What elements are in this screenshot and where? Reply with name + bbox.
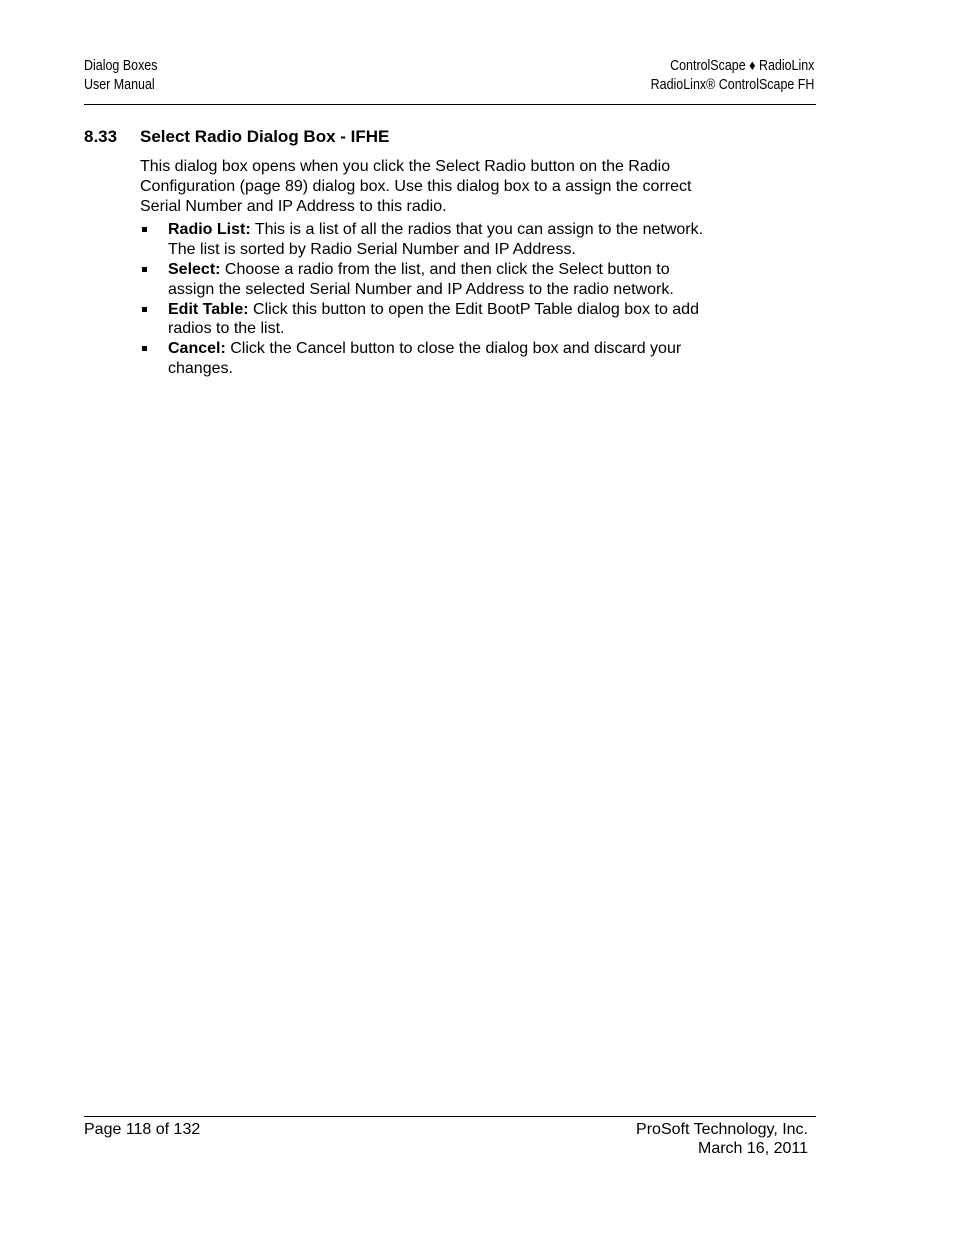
footer-divider [84, 1116, 816, 1117]
square-bullet-icon [142, 267, 147, 272]
footer-right [636, 1120, 808, 1158]
square-bullet-icon [142, 346, 147, 351]
bullet-text: Click the Cancel button to close the dialog box and discard your [225, 340, 682, 358]
section-title: Select Radio Dialog Box - IFHE [140, 127, 390, 146]
bullet-text: The list is sorted by Radio Serial Number and IP Address. [168, 241, 576, 259]
bullet-text: assign the selected Serial Number and IP Address to the radio network. [168, 280, 674, 298]
bullet-item-cancel [140, 339, 760, 379]
bullet-item-edit-table [140, 300, 760, 340]
company-name: ProSoft Technology, Inc. [636, 1121, 808, 1138]
intro-line: Configuration (page 89) dialog box. Use this dialog box to a assign the correct [140, 177, 692, 195]
bullet-term: Cancel: [168, 340, 226, 358]
bullet-term: Edit Table: [168, 300, 249, 318]
header-product-line: ControlScape ♦ RadioLinx [669, 58, 814, 74]
square-bullet-icon [142, 307, 147, 312]
header-divider [84, 104, 816, 105]
bullet-term: Select: [168, 260, 221, 278]
page-number: Page 118 of 132 [84, 1121, 201, 1138]
bullet-item-select [140, 260, 760, 300]
header-document-type: User Manual [84, 77, 155, 93]
section-number: 8.33 [84, 127, 118, 146]
bullet-text: Click this button to open the Edit BootP Table dialog box to add [248, 300, 699, 318]
bullet-text: changes. [168, 359, 233, 377]
header-right [650, 57, 814, 95]
publication-date: March 16, 2011 [698, 1140, 808, 1157]
bullet-text: This is a list of all the radios that you can assign to the network. [250, 221, 704, 239]
bullet-term: Radio List: [168, 221, 251, 239]
bullet-text: Choose a radio from the list, and then click the Select button to [220, 260, 670, 278]
header-section-name: Dialog Boxes [84, 58, 158, 74]
header-product-name: RadioLinx® ControlScape FH [650, 77, 814, 93]
header-left [84, 57, 157, 95]
bullet-list [140, 220, 760, 378]
section-body [140, 157, 760, 379]
square-bullet-icon [142, 227, 147, 232]
bullet-item-radio-list [140, 220, 760, 260]
intro-paragraph [140, 157, 760, 216]
bullet-text: radios to the list. [168, 320, 285, 338]
intro-line: Serial Number and IP Address to this radio. [140, 197, 447, 215]
intro-line: This dialog box opens when you click the Select Radio button on the Radio [140, 158, 671, 175]
section-heading [84, 126, 389, 147]
